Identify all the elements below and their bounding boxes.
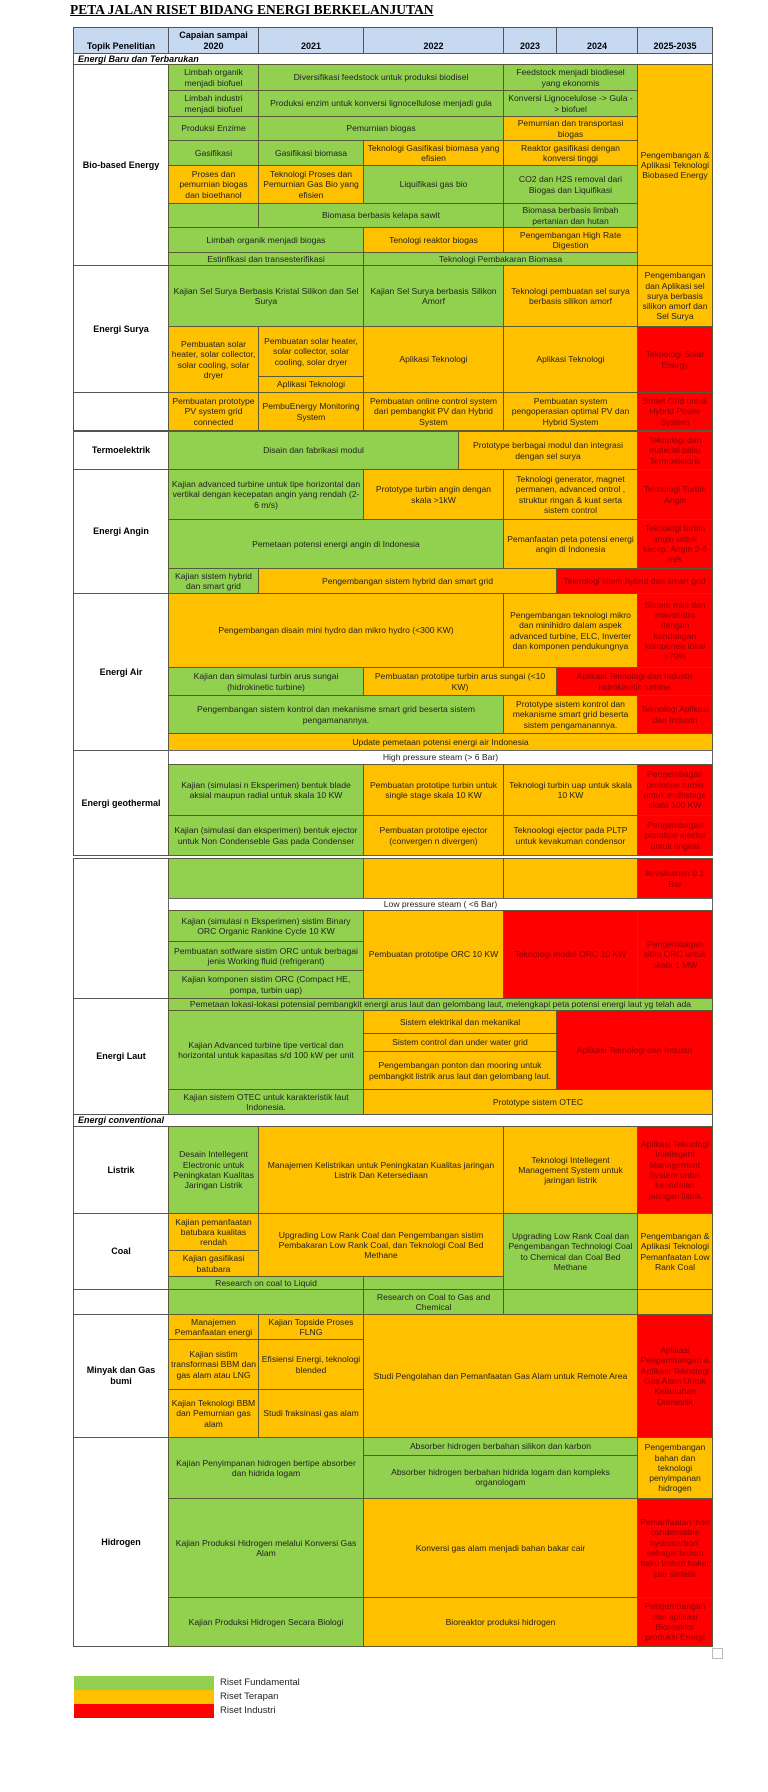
document-title: PETA JALAN RISET BIDANG ENERGI BERKELANJUTAN — [70, 2, 434, 17]
table-cell: Kajian Sel Surya Berbasis Kristal Silikon dan Sel Surya — [168, 265, 364, 327]
table-cell — [168, 858, 364, 899]
table-cell: Pengembagan prototipe ejector untuk tingkat — [637, 815, 713, 856]
table-cell: Teknologi Aplikasi dan Industri — [637, 695, 713, 734]
table-cell: Pembuatan solar heater, solar collector, solar cooling, solar dryer — [168, 326, 259, 393]
table-cell: Pemurnian biogas — [258, 116, 504, 141]
table-cell: Aplikasi Teknologi Intellegent Management System untuk keandalan jaringan listrik — [637, 1126, 713, 1214]
table-cell: Kajian Produksi Hidrogen melalui Konversi Gas Alam — [168, 1498, 364, 1598]
table-cell: Teknologi generator, magnet permanen, advanced ontrol , struktur ringan & kuat serta sistem control — [503, 469, 638, 520]
table-cell: Pembuatan prototipe turbin untuk single stage skala 10 KW — [363, 764, 504, 816]
table-cell: Pemurnian dan transportasi biogas — [503, 116, 638, 141]
table-cell: Proses dan pemurnian biogas dan bioethanol — [168, 165, 259, 204]
legend-swatch-fundamental — [74, 1676, 214, 1690]
table-cell: Tenologi reaktor biogas — [363, 227, 504, 253]
topic-label: Coal — [73, 1213, 169, 1290]
topic-label: Energi Angin — [73, 469, 169, 594]
table-cell: Pembuatan online control system dari pembangkit PV dan Hybrid System — [363, 392, 504, 431]
table-cell: Pengembangan bahan dan teknologi penyimpanan hidrogen — [637, 1437, 713, 1499]
table-cell: Aplikasi Teknologi — [503, 326, 638, 393]
table-cell: Reaktor gasifikasi dengan konversi tinggi — [503, 140, 638, 166]
table-cell: Pengembangan & Aplikasi Teknologi Pemanfaatan Low Rank Coal — [637, 1213, 713, 1290]
table-cell: Limbah organik menjadi biofuel — [168, 64, 259, 91]
table-cell: Teknologi Gasifikasi biomasa yang efisien — [363, 140, 504, 166]
table-cell — [637, 1289, 713, 1315]
table-cell: Teknologi turbin uap untuk skala 10 KW — [503, 764, 638, 816]
table-cell: Produksi Enzime — [168, 116, 259, 141]
table-cell: High pressure steam (> 6 Bar) — [168, 750, 713, 765]
table-cell: Pengembangan dan Aplikasi sel surya berbasis silikon amorf dan Sel Surya — [637, 265, 713, 327]
table-cell: Update pemetaan potensi energi air Indonesia — [168, 733, 713, 751]
section-heading: Energi Baru dan Terbarukan — [73, 53, 713, 65]
table-cell: Efisiensi Energi, teknologi blended — [258, 1339, 364, 1390]
table-cell: Upgrading Low Rank Coal dan Pengembangan sistim Pembakaran Low Rank Coal, dan Teknologi Coal Bed Methane — [258, 1213, 504, 1277]
table-cell: Teknologi Proses dan Pemurnian Gas Bio yang efisien — [258, 165, 364, 204]
table-cell: Teknologi pembuatan sel surya berbasis silikon amorf — [503, 265, 638, 327]
column-header: Capaian sampai 2020 — [168, 27, 259, 54]
table-cell — [363, 858, 504, 899]
table-cell: Research on Coal to Gas and Chemical — [363, 1289, 504, 1315]
table-cell: Pengembangan sistem hybrid dan smart grid — [258, 568, 557, 594]
table-cell: Studi Pengolahan dan Pemanfaatan Gas Alam untuk Remote Area — [363, 1314, 638, 1438]
table-cell: Teknologi Solar Energy — [637, 326, 713, 393]
table-cell: Pemetaan potensi energi angin di Indonesia — [168, 519, 504, 569]
table-cell: Kajian Topside Proses FLNG — [258, 1314, 364, 1340]
table-cell: Gasifikasi biomasa — [258, 140, 364, 166]
table-cell: Teknologi turbin angin untuk kecep. Angin 2-6 m/s — [637, 519, 713, 569]
table-cell: Aplikasi Teknologi dan Industri — [556, 1010, 713, 1090]
table-cell: Kajian Advanced turbine tipe vertical dan horizontal untuk kapasitas s/d 100 kW per unit — [168, 1010, 364, 1090]
column-header: 2025-2035 — [637, 27, 713, 54]
table-cell: Kajian sistim transformasi BBM dan gas alam atau LNG — [168, 1339, 259, 1390]
table-cell: Kajian Teknologi BBM dan Pemurnian gas alam — [168, 1389, 259, 1438]
legend-label-industri: Riset Industri — [220, 1705, 276, 1716]
topic-label: Energi Laut — [73, 998, 169, 1115]
table-cell: Absorber hidrogen berbahan silikon dan karbon — [363, 1437, 638, 1456]
table-cell: Teknologi Turbin Angin — [637, 469, 713, 520]
table-cell: Limbah organik menjadi biogas — [168, 227, 364, 253]
topic-label — [73, 392, 169, 431]
table-cell: Aplikasi Teknologi — [258, 376, 364, 393]
table-cell: Pembuatan prototipe ejector (convergen n divergen) — [363, 815, 504, 856]
table-cell: Disain dan fabrikasi modul — [168, 431, 459, 470]
table-cell: Pembuatan system pengoperasian optimal PV dan Hybrid System — [503, 392, 638, 431]
table-cell: Sistem control dan under water grid — [363, 1033, 557, 1052]
table-cell: Sistem elektrikal dan mekanikal — [363, 1010, 557, 1034]
table-cell: Kajian sistem hybrid dan smart grid — [168, 568, 259, 594]
table-cell: Kajian Penyimpanan hidrogen bertipe absorber dan hidrida logam — [168, 1437, 364, 1499]
table-cell: Kajian (simulasi dan eksperimen) bentuk ejector untuk Non Condenseble Gas pada Condenser — [168, 815, 364, 856]
table-cell: Pengembangan disain mini hydro dan mikro hydro (<300 KW) — [168, 593, 504, 668]
table-cell: Konversi gas alam menjadi bahan bakar cair — [363, 1498, 638, 1598]
topic-label: Hidrogen — [73, 1437, 169, 1647]
table-cell: Pembuatan prototipe turbin arus sungai (<10 KW) — [363, 667, 557, 696]
table-cell: Kajian advanced turbine untuk tipe horizontal dan vertikal dengan kecepatan angin yang rendah (2-6 m/s) — [168, 469, 364, 520]
topic-label — [73, 858, 169, 999]
table-cell: Smart Grid untuk Hybrid Power System — [637, 392, 713, 431]
table-cell: Pengembagan prototipe turbin untuk multistage skala 100 KW — [637, 764, 713, 816]
table-cell: Pengembangan teknologi mikro dan minihidro dalam aspek advanced turbine, ELC, Inverter dan komponen pendukungnya — [503, 593, 638, 668]
table-cell: Sistem mini dan mikrohidro dengan kandungan komponen lokal >70% — [637, 593, 713, 668]
legend-swatch-industri — [74, 1704, 214, 1718]
table-cell — [363, 1276, 504, 1290]
table-cell: Biomasa berbasis limbah pertanian dan hutan — [503, 203, 638, 228]
table-cell: Diversifikasi feedstock untuk produksi biodisel — [258, 64, 504, 91]
topic-label: Energi geothermal — [73, 750, 169, 856]
table-cell: Konversi Lignocelulose -> Gula -> biofuel — [503, 90, 638, 117]
table-cell: Estinfikasi dan transesterifikasi — [168, 252, 364, 266]
table-cell: Pembuatan prototipe ORC 10 KW — [363, 910, 504, 999]
table-cell: Bioreaktor produksi hidrogen — [363, 1597, 638, 1647]
table-cell: Kajian pemanfaatan batubara kualitas rendah — [168, 1213, 259, 1251]
table-cell: Liquifikasi gas bio — [363, 165, 504, 204]
legend-label-fundamental: Riset Fundamental — [220, 1677, 300, 1688]
table-cell: Aplikasi Pengembangan & Aplikasi Teknologi Gas Alam Untuk Kebutuhan Domestik — [637, 1314, 713, 1438]
table-cell: Pembuatan prototype PV system grid connected — [168, 392, 259, 431]
table-cell: Teknologi dan material baku Termoelektrik — [637, 431, 713, 470]
column-header: 2023 — [503, 27, 557, 54]
topic-label: Bio-based Energy — [73, 64, 169, 266]
table-cell: Studi fraksinasi gas alam — [258, 1389, 364, 1438]
topic-label: Termoelektrik — [73, 431, 169, 470]
topic-label — [73, 1289, 169, 1315]
table-cell — [503, 858, 638, 899]
table-cell: Pengembangan ponton dan mooring untuk pembangkit listrik arus laut dan gelombang laut. — [363, 1051, 557, 1090]
table-cell: Desain Intellegent Electronic untuk Peningkatan Kualitas Jaringan Listrik — [168, 1126, 259, 1214]
table-cell: Gasifikasi — [168, 140, 259, 166]
resize-handle-icon[interactable] — [712, 1648, 723, 1659]
table-cell: Pemanfaatan peta potensi energi angin di Indonesia — [503, 519, 638, 569]
topic-label: Energi Surya — [73, 265, 169, 393]
topic-label: Energi Air — [73, 593, 169, 751]
table-cell: Kajian dan simulasi turbin arus sungai (hidrokinetic turbine) — [168, 667, 364, 696]
table-cell: kevakuman 0.1 Bar — [637, 858, 713, 899]
table-cell: Pemetaan lokasi-lokasi potensial pembangkit energi arus laut dan gelombang laut, melengkapi peta potensi energi laut yg telah ada — [168, 998, 713, 1011]
table-cell — [168, 203, 259, 228]
table-cell: Produksi enzim untuk konversi lignocellulose menjadi gula — [258, 90, 504, 117]
column-header: Topik Penelitian — [73, 27, 169, 54]
table-cell — [168, 1289, 364, 1315]
table-cell: Kajian Produksi Hidrogen Secara Biologi — [168, 1597, 364, 1647]
table-cell: Pengembangan High Rate Digestion — [503, 227, 638, 253]
table-cell — [503, 1289, 638, 1315]
table-cell: Upgrading Low Rank Coal dan Pengembangan Technologi Coal to Chemical dan Coal Bed Methane — [503, 1213, 638, 1290]
legend-swatch-terapan — [74, 1690, 214, 1704]
topic-label: Listrik — [73, 1126, 169, 1214]
legend-label-terapan: Riset Terapan — [220, 1691, 279, 1702]
table-cell: Kajian komponen sistim ORC (Compact HE, pompa, turbin uap) — [168, 970, 364, 999]
table-cell: Biomasa berbasis kelapa sawit — [258, 203, 504, 228]
table-cell: Feedstock menjadi biodiesel yang ekonomis — [503, 64, 638, 91]
table-cell: Pemanfaatan 'non condensable hydrocarbon' sebagai bahan baku bahan bakar cair sintetik — [637, 1498, 713, 1598]
table-cell: Pengembangan dan aplikasi Bioreaktor produksi Energi — [637, 1597, 713, 1647]
table-cell: Kajian (simulasi n Eksperimen) sistim Binary ORC Organic Rankine Cycle 10 KW — [168, 910, 364, 942]
table-cell: Prototype turbin angin dengan skala >1kW — [363, 469, 504, 520]
table-cell: Prototype sistem kontrol dan mekanisme smart grid beserta sistem pengamanannya. — [503, 695, 638, 734]
table-cell: Pengembangan sistem kontrol dan mekanisme smart grid beserta sistem pengamanannya. — [168, 695, 504, 734]
table-cell: Pembuatan solar heater, solar collector, solar cooling, solar dryer — [258, 326, 364, 377]
table-cell: Pengembangan & Aplikasi Teknologi Biobased Energy — [637, 64, 713, 266]
section-heading: Energi conventional — [73, 1114, 713, 1127]
table-cell: Kajian sistem OTEC untuk karakteristik laut Indonesia. — [168, 1089, 364, 1115]
column-header: 2021 — [258, 27, 364, 54]
table-cell: Pembuatan sotfware sistim ORC untuk berbagai jenis Working fluid (refrigerant) — [168, 941, 364, 971]
table-cell: Teknoologi ejector pada PLTP untuk kevakuman condensor — [503, 815, 638, 856]
table-cell: Kajian (simulasi n Eksperimen) bentuk blade aksial maupun radial untuk skala 10 KW — [168, 764, 364, 816]
table-cell: PembuEnergy Monitoring System — [258, 392, 364, 431]
table-cell: Manajemen Pemanfaatan energi — [168, 1314, 259, 1340]
table-cell: Prototype berbagai modul dan integrasi dengan sel surya — [458, 431, 638, 470]
table-cell: Limbah industri menjadi biofuel — [168, 90, 259, 117]
table-cell: Teknologi sitem hybrid dan smart grid — [556, 568, 713, 594]
table-cell: Aplikasi Teknologi dan Industri hidrokinetic turbine — [556, 667, 713, 696]
table-cell: CO2 dan H2S removal dari Biogas dan Liquifikasi — [503, 165, 638, 204]
table-cell: Kajian Sel Surya berbasis Silikon Amorf — [363, 265, 504, 327]
column-header: 2022 — [363, 27, 504, 54]
table-cell: Kajian gasifikasi batubara — [168, 1250, 259, 1277]
table-cell: Pengembagan sitim ORC untuk skala 1 MW — [637, 910, 713, 999]
table-cell: Teknologi modul ORC 10 KW — [503, 910, 638, 999]
table-cell: Manajemen Kelistrikan untuk Peningkatan Kualitas jaringan Listrik Dan Ketersediaan — [258, 1126, 504, 1214]
table-cell: Low pressure steam ( <6 Bar) — [168, 898, 713, 911]
table-cell: Teknologi Intellegent Management System untuk jaringan listrik — [503, 1126, 638, 1214]
table-cell: Aplikasi Teknologi — [363, 326, 504, 393]
table-cell: Research on coal to Liquid — [168, 1276, 364, 1290]
column-header: 2024 — [556, 27, 638, 54]
table-cell: Teknologi Pembakaran Biomasa — [363, 252, 638, 266]
topic-label: Minyak dan Gas bumi — [73, 1314, 169, 1438]
table-cell: Absorber hidrogen berbahan hidrida logam dan kompleks organologam — [363, 1455, 638, 1499]
table-cell: Prototype sistem OTEC — [363, 1089, 713, 1115]
